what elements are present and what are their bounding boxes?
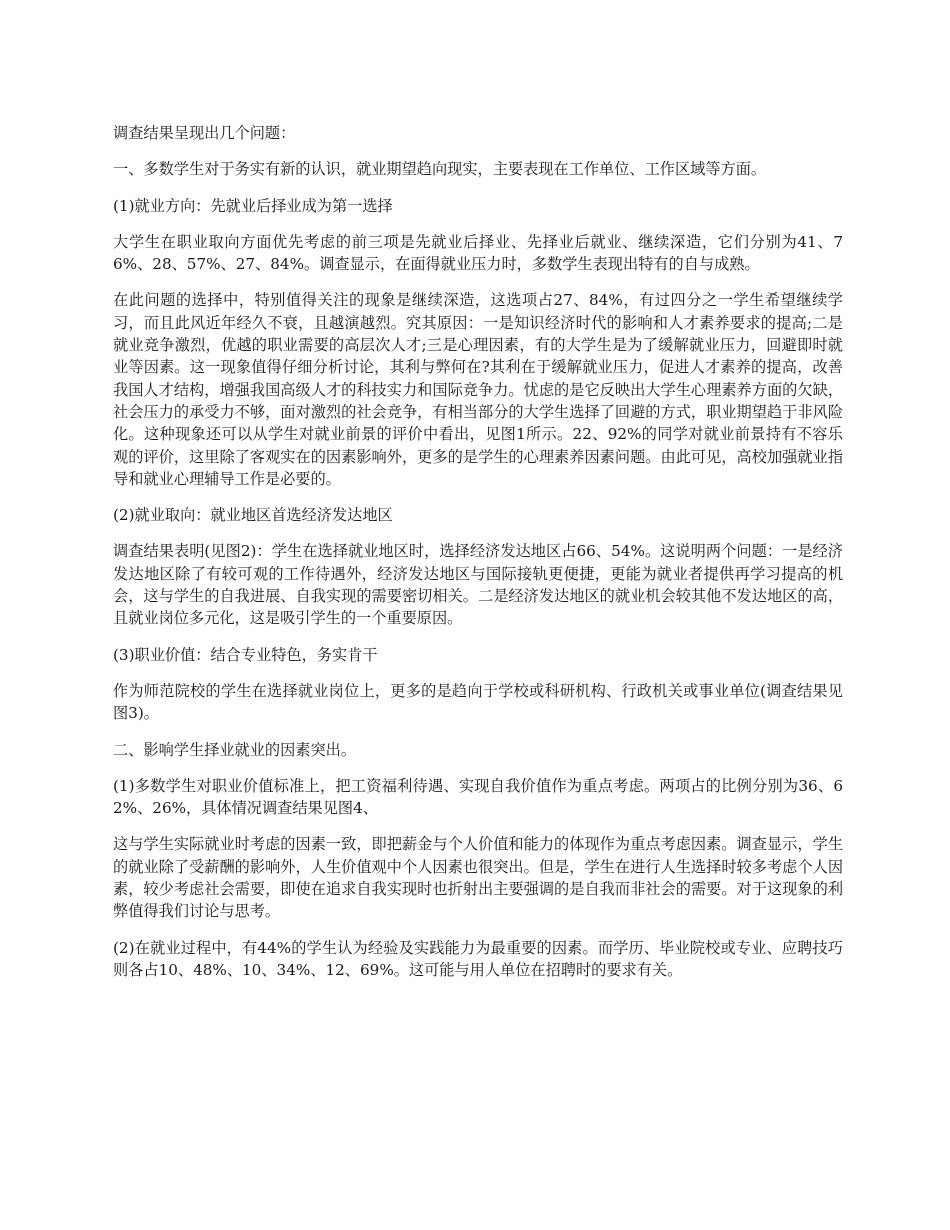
paragraph-value-standards: (1)多数学生对职业价值标准上，把工资福利待遇、实现自我价值作为重点考虑。两项占的比例分别为36、62%、26%，具体情况调查结果见图4、 bbox=[113, 776, 843, 818]
section-one-heading: 一、多数学生对于务实有新的认识，就业期望趋向现实，主要表现在工作单位、工作区域等方面。 bbox=[113, 160, 767, 179]
paragraph-developed-regions: 调查结果表明(见图2)：学生在选择就业地区时，选择经济发达地区占66、54%。这说明两个问题：一是经济发达地区除了有较可观的工作待遇外，经济发达地区与国际接轨更便捷，更能为就业者提供再学习提高的机会，这与学生的自我进展、自我实现的需要密切相关。二是经济发达地区的就业机会较其他不发达地区的高，且就业岗位多元化，这是吸引学生的一个重要原因。 bbox=[113, 542, 843, 628]
subheading-employment-region: (2)就业取向：就业地区首选经济发达地区 bbox=[113, 506, 393, 525]
document-body bbox=[113, 122, 843, 995]
paragraph-salary-factors: 这与学生实际就业时考虑的因素一致，即把薪金与个人价值和能力的体现作为重点考虑因素。调查显示，学生的就业除了受薪酬的影响外，人生价值观中个人因素也很突出。但是，学生在进行人生选择时较多考虑个人因素，较少考虑社会需要，即使在追求自我实现时也折射出主要强调的是自我而非社会的需要。对于这现象的利弊值得我们讨论与思考。 bbox=[113, 835, 843, 921]
paragraph-normal-school: 作为师范院校的学生在选择就业岗位上，更多的是趋向于学校或科研机构、行政机关或事业单位(调查结果见图3)。 bbox=[113, 681, 843, 723]
section-two-heading: 二、影响学生择业就业的因素突出。 bbox=[113, 740, 356, 759]
paragraph-career-orientation: 大学生在职业取向方面优先考虑的前三项是先就业后择业、先择业后就业、继续深造，它们分别为41、76%、28、57%、27、84%。调查显示，在面得就业压力时，多数学生表现出特有的自与成熟。 bbox=[113, 232, 843, 274]
paragraph-experience-factors: (2)在就业过程中，有44%的学生认为经验及实践能力为最重要的因素。而学历、毕业院校或专业、应聘技巧则各占10、48%、10、34%、12、69%。这可能与用人单位在招聘时的要求有关。 bbox=[113, 938, 843, 979]
subheading-career-value: (3)职业价值：结合专业特色，务实肯干 bbox=[113, 645, 378, 664]
subheading-employment-direction: (1)就业方向：先就业后择业成为第一选择 bbox=[113, 196, 393, 215]
paragraph-further-study: 在此问题的选择中，特别值得关注的现象是继续深造，这选项占27、84%，有过四分之一学生希望继续学习，而且此风近年经久不衰，且越演越烈。究其原因：一是知识经济时代的影响和人才素养要求的提高;二是就业竞争激烈，优越的职业需要的高层次人才;三是心理因素，有的大学生是为了缓解就业压力，回避即时就业等因素。这一现象值得仔细分析讨论，其利与弊何在?其利在于缓解就业压力，促进人才素养的提高，改善我国人才结构，增强我国高级人才的科技实力和国际竞争力。忧虑的是它反映出大学生心理素养方面的欠缺，社会压力的承受力不够，面对激烈的社会竞争，有相当部分的大学生选择了回避的方式，职业期望趋于非风险化。这种现象还可以从学生对就业前景的评价中看出，见图1所示。22、92%的同学对就业前景持有不容乐观的评价，这里除了客观实在的因素影响外，更多的是学生的心理素养因素问题。由此可见，高校加强就业指导和就业心理辅导工作是必要的。 bbox=[113, 291, 843, 488]
intro-paragraph: 调查结果呈现出几个问题： bbox=[113, 124, 296, 142]
